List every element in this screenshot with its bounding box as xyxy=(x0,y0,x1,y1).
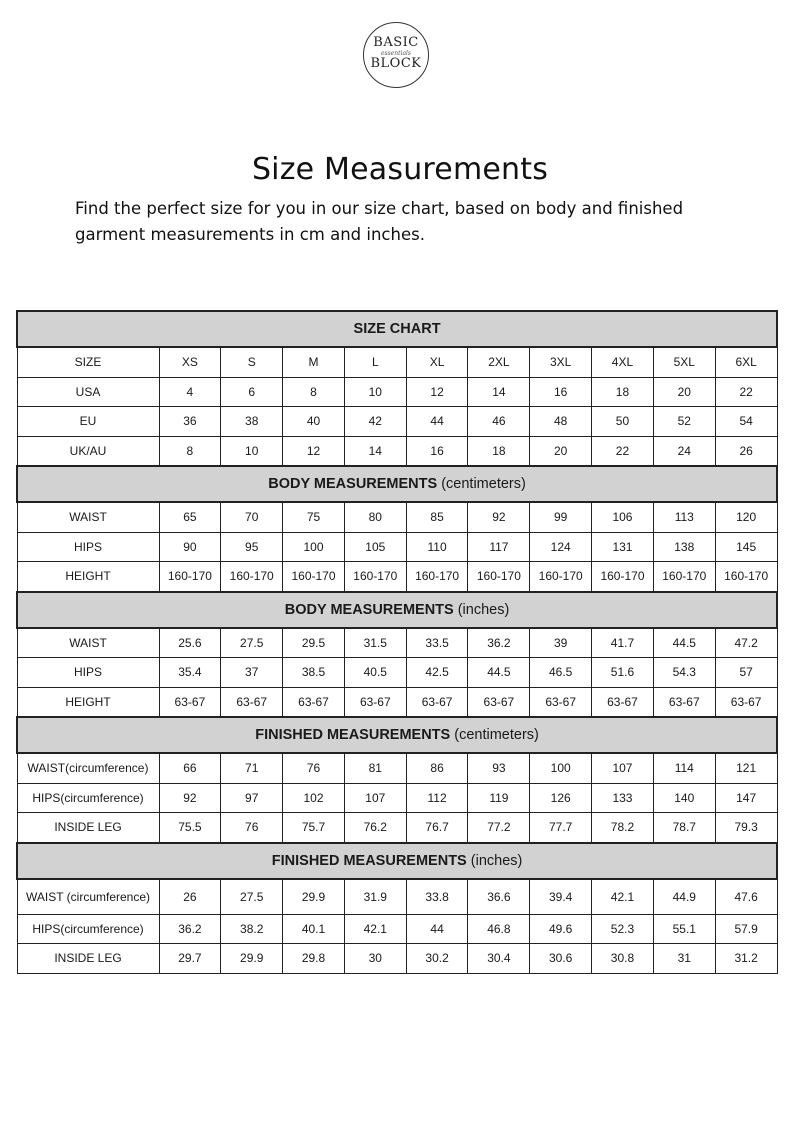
table-cell: 4XL xyxy=(592,347,654,377)
table-cell: 42.5 xyxy=(406,658,468,688)
table-cell: 75.7 xyxy=(283,813,345,843)
table-cell: 145 xyxy=(715,532,777,562)
row-label: USA xyxy=(17,377,159,407)
table-cell: 46.5 xyxy=(530,658,592,688)
table-cell: 39 xyxy=(530,628,592,658)
table-cell: 160-170 xyxy=(406,562,468,592)
table-cell: 63-67 xyxy=(530,687,592,717)
logo-script: essentials xyxy=(380,50,412,57)
table-cell: 160-170 xyxy=(653,562,715,592)
table-cell: 160-170 xyxy=(283,562,345,592)
row-label: HIPS xyxy=(17,658,159,688)
table-cell: 40.5 xyxy=(344,658,406,688)
row-label: WAIST xyxy=(17,502,159,532)
table-cell: 10 xyxy=(221,436,283,466)
table-cell: 10 xyxy=(344,377,406,407)
table-cell: 8 xyxy=(283,377,345,407)
table-cell: 77.2 xyxy=(468,813,530,843)
table-cell: 46.8 xyxy=(468,914,530,944)
table-cell: 4 xyxy=(159,377,221,407)
table-cell: 40.1 xyxy=(283,914,345,944)
table-cell: 85 xyxy=(406,502,468,532)
section-header xyxy=(17,311,777,347)
table-cell: 63-67 xyxy=(283,687,345,717)
table-cell: 36.2 xyxy=(468,628,530,658)
table-row xyxy=(17,347,777,377)
table-cell: 22 xyxy=(592,436,654,466)
table-cell: 26 xyxy=(159,879,221,915)
table-cell: 79.3 xyxy=(715,813,777,843)
row-label: HIPS(circumference) xyxy=(17,914,159,944)
section-header xyxy=(17,592,777,628)
table-cell: 44 xyxy=(406,914,468,944)
table-cell: 76.2 xyxy=(344,813,406,843)
table-cell: 63-67 xyxy=(715,687,777,717)
table-cell: 20 xyxy=(530,436,592,466)
section-header xyxy=(17,466,777,502)
table-cell: 81 xyxy=(344,753,406,783)
table-row xyxy=(17,753,777,783)
row-label: EU xyxy=(17,407,159,437)
table-cell: 78.2 xyxy=(592,813,654,843)
table-cell: 52 xyxy=(653,407,715,437)
table-cell: 112 xyxy=(406,783,468,813)
row-label: UK/AU xyxy=(17,436,159,466)
table-row xyxy=(17,502,777,532)
section-title-text: FINISHED MEASUREMENTS xyxy=(271,852,467,869)
table-cell: 105 xyxy=(344,532,406,562)
table-cell: 36.6 xyxy=(468,879,530,915)
table-cell: 121 xyxy=(715,753,777,783)
table-cell: 92 xyxy=(468,502,530,532)
table-cell: 131 xyxy=(592,532,654,562)
table-cell: 71 xyxy=(221,753,283,783)
table-cell: 160-170 xyxy=(344,562,406,592)
table-cell: XS xyxy=(159,347,221,377)
table-cell: 76 xyxy=(283,753,345,783)
table-cell: 29.5 xyxy=(283,628,345,658)
table-cell: 42.1 xyxy=(592,879,654,915)
table-cell: 29.9 xyxy=(221,944,283,974)
table-cell: 80 xyxy=(344,502,406,532)
section-title-text: SIZE CHART xyxy=(353,321,441,337)
table-cell: 86 xyxy=(406,753,468,783)
table-cell: 22 xyxy=(715,377,777,407)
table-row xyxy=(17,813,777,843)
table-cell: 42 xyxy=(344,407,406,437)
table-cell: 30.6 xyxy=(530,944,592,974)
table-cell: 16 xyxy=(530,377,592,407)
table-cell: 126 xyxy=(530,783,592,813)
table-cell: 30.8 xyxy=(592,944,654,974)
logo-text-bottom: BLOCK xyxy=(370,56,422,71)
table-cell: 35.4 xyxy=(159,658,221,688)
section-title-text: FINISHED MEASUREMENTS xyxy=(255,727,451,743)
table-cell: 20 xyxy=(653,377,715,407)
section-title xyxy=(17,592,777,628)
table-cell: 36 xyxy=(159,407,221,437)
table-cell: 90 xyxy=(159,532,221,562)
table-cell: 106 xyxy=(592,502,654,532)
section-title xyxy=(17,311,777,347)
table-cell: 31.5 xyxy=(344,628,406,658)
row-label: HEIGHT xyxy=(17,687,159,717)
table-cell: 29.7 xyxy=(159,944,221,974)
table-cell: 31 xyxy=(653,944,715,974)
table-row xyxy=(17,562,777,592)
table-cell: 3XL xyxy=(530,347,592,377)
row-label: WAIST (circumference) xyxy=(17,879,159,915)
section-title-text: BODY MEASUREMENTS xyxy=(284,601,454,618)
table-cell: 100 xyxy=(530,753,592,783)
table-cell: 29.9 xyxy=(283,879,345,915)
row-label: INSIDE LEG xyxy=(17,944,159,974)
table-cell: 57 xyxy=(715,658,777,688)
page-title: Size Measurements xyxy=(251,152,549,187)
intro-text: Find the perfect size for you in our size chart, based on body and finished garment measurements in cm and inches. xyxy=(75,199,684,244)
table-row xyxy=(17,532,777,562)
table-cell: 38 xyxy=(221,407,283,437)
table-cell: 26 xyxy=(715,436,777,466)
table-cell: 30.4 xyxy=(468,944,530,974)
table-cell: L xyxy=(344,347,406,377)
table-cell: 46 xyxy=(468,407,530,437)
section-header xyxy=(17,717,777,753)
table-cell: 160-170 xyxy=(530,562,592,592)
table-row xyxy=(17,687,777,717)
section-title-text: BODY MEASUREMENTS xyxy=(268,476,438,492)
table-cell: 63-67 xyxy=(468,687,530,717)
table-cell: 12 xyxy=(283,436,345,466)
table-cell: 38.5 xyxy=(283,658,345,688)
table-cell: 33.8 xyxy=(406,879,468,915)
table-row xyxy=(17,879,777,915)
table-cell: 110 xyxy=(406,532,468,562)
table-cell: 42.1 xyxy=(344,914,406,944)
table-cell: 77.7 xyxy=(530,813,592,843)
table-cell: 76.7 xyxy=(406,813,468,843)
table-row xyxy=(17,436,777,466)
row-label: INSIDE LEG xyxy=(17,813,159,843)
table-cell: 54 xyxy=(715,407,777,437)
row-label: WAIST xyxy=(17,628,159,658)
brand-logo xyxy=(363,22,429,88)
table-cell: 8 xyxy=(159,436,221,466)
table-row xyxy=(17,914,777,944)
table-cell: 44 xyxy=(406,407,468,437)
section-title xyxy=(17,843,777,879)
table-cell: 24 xyxy=(653,436,715,466)
table-cell: 66 xyxy=(159,753,221,783)
table-cell: 102 xyxy=(283,783,345,813)
table-cell: 41.7 xyxy=(592,628,654,658)
table-row xyxy=(17,944,777,974)
table-cell: 124 xyxy=(530,532,592,562)
table-cell: 107 xyxy=(592,753,654,783)
table-cell: 6 xyxy=(221,377,283,407)
section-unit: (inches) xyxy=(453,601,510,618)
table-row xyxy=(17,407,777,437)
table-cell: 114 xyxy=(653,753,715,783)
table-cell: 113 xyxy=(653,502,715,532)
table-cell: 119 xyxy=(468,783,530,813)
table-cell: 70 xyxy=(221,502,283,532)
table-cell: 51.6 xyxy=(592,658,654,688)
table-cell: 138 xyxy=(653,532,715,562)
table-row xyxy=(17,658,777,688)
table-cell: 93 xyxy=(468,753,530,783)
table-cell: 160-170 xyxy=(468,562,530,592)
table-cell: 63-67 xyxy=(159,687,221,717)
section-unit: (centimeters) xyxy=(437,476,526,492)
table-cell: 2XL xyxy=(468,347,530,377)
table-cell: 160-170 xyxy=(159,562,221,592)
table-cell: 29.8 xyxy=(283,944,345,974)
table-cell: 48 xyxy=(530,407,592,437)
section-title xyxy=(17,717,777,753)
table-cell: XL xyxy=(406,347,468,377)
table-cell: 44.5 xyxy=(653,628,715,658)
table-cell: 14 xyxy=(468,377,530,407)
table-cell: 14 xyxy=(344,436,406,466)
table-cell: 147 xyxy=(715,783,777,813)
table-cell: 39.4 xyxy=(530,879,592,915)
row-label: WAIST(circumference) xyxy=(17,753,159,783)
table-cell: 133 xyxy=(592,783,654,813)
logo-text-top: BASIC xyxy=(373,35,419,50)
table-cell: 160-170 xyxy=(221,562,283,592)
table-cell: 92 xyxy=(159,783,221,813)
table-cell: 50 xyxy=(592,407,654,437)
table-cell: 30 xyxy=(344,944,406,974)
table-cell: 49.6 xyxy=(530,914,592,944)
table-cell: 27.5 xyxy=(221,879,283,915)
table-cell: 63-67 xyxy=(406,687,468,717)
table-cell: 97 xyxy=(221,783,283,813)
section-header xyxy=(17,843,777,879)
table-cell: 63-67 xyxy=(344,687,406,717)
table-cell: 78.7 xyxy=(653,813,715,843)
table-cell: 36.2 xyxy=(159,914,221,944)
table-cell: 54.3 xyxy=(653,658,715,688)
table-cell: 160-170 xyxy=(715,562,777,592)
table-cell: 12 xyxy=(406,377,468,407)
table-cell: 18 xyxy=(468,436,530,466)
table-cell: 40 xyxy=(283,407,345,437)
table-cell: 25.6 xyxy=(159,628,221,658)
section-title xyxy=(17,466,777,502)
table-cell: 47.6 xyxy=(715,879,777,915)
row-label: HEIGHT xyxy=(17,562,159,592)
table-row xyxy=(17,628,777,658)
table-cell: 33.5 xyxy=(406,628,468,658)
table-cell: 55.1 xyxy=(653,914,715,944)
table-cell: 65 xyxy=(159,502,221,532)
table-cell: 27.5 xyxy=(221,628,283,658)
table-cell: 160-170 xyxy=(592,562,654,592)
table-cell: 16 xyxy=(406,436,468,466)
table-cell: M xyxy=(283,347,345,377)
table-cell: 38.2 xyxy=(221,914,283,944)
table-cell: 6XL xyxy=(715,347,777,377)
section-unit: (inches) xyxy=(466,852,523,869)
table-cell: 57.9 xyxy=(715,914,777,944)
table-row xyxy=(17,377,777,407)
table-cell: 95 xyxy=(221,532,283,562)
size-chart-table xyxy=(16,310,778,974)
table-cell: 76 xyxy=(221,813,283,843)
row-label: HIPS xyxy=(17,532,159,562)
row-label: SIZE xyxy=(17,347,159,377)
table-cell: 44.5 xyxy=(468,658,530,688)
table-cell: 37 xyxy=(221,658,283,688)
table-cell: 140 xyxy=(653,783,715,813)
table-cell: 31.9 xyxy=(344,879,406,915)
row-label: HIPS(circumference) xyxy=(17,783,159,813)
table-cell: 31.2 xyxy=(715,944,777,974)
section-unit: (centimeters) xyxy=(450,727,539,743)
table-cell: 30.2 xyxy=(406,944,468,974)
table-cell: S xyxy=(221,347,283,377)
table-cell: 5XL xyxy=(653,347,715,377)
table-cell: 100 xyxy=(283,532,345,562)
table-row xyxy=(17,783,777,813)
table-cell: 44.9 xyxy=(653,879,715,915)
table-cell: 75.5 xyxy=(159,813,221,843)
table-cell: 47.2 xyxy=(715,628,777,658)
table-cell: 120 xyxy=(715,502,777,532)
table-cell: 107 xyxy=(344,783,406,813)
table-cell: 52.3 xyxy=(592,914,654,944)
table-cell: 63-67 xyxy=(653,687,715,717)
table-cell: 63-67 xyxy=(221,687,283,717)
table-cell: 99 xyxy=(530,502,592,532)
table-cell: 75 xyxy=(283,502,345,532)
table-cell: 117 xyxy=(468,532,530,562)
table-cell: 63-67 xyxy=(592,687,654,717)
table-cell: 18 xyxy=(592,377,654,407)
